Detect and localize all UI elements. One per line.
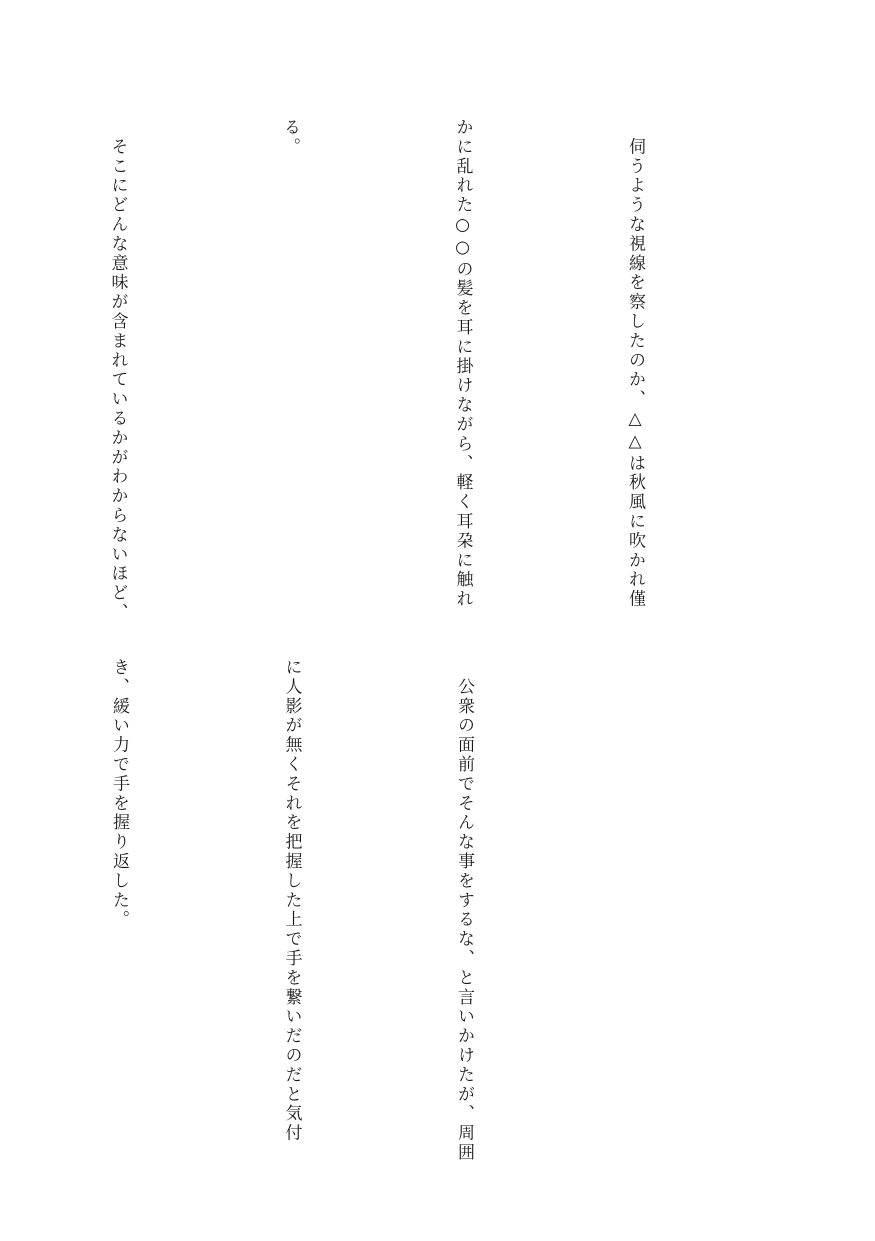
text-line: 公衆の面前でそんな事をするな、と言いかけたが、周囲 (454, 658, 474, 1163)
text-block-lower (0, 658, 607, 1163)
text-line: かに乱れた○○の髪を耳に掛けながら、軽く耳朶に触れ (452, 118, 473, 609)
text-line: き、緩い力で手を握り返した。 (109, 658, 129, 930)
text-line: る。 (280, 118, 300, 157)
text-block-upper (0, 118, 778, 623)
text-line: 伺うような視線を察したのか、△△は秋風に吹かれ僅 (625, 118, 645, 609)
text-line: に人影が無くそれを把握した上で手を繋いだのだと気付 (281, 658, 302, 1143)
text-line: そこにどんな意味が含まれているかがわからないほど、 (107, 118, 128, 623)
